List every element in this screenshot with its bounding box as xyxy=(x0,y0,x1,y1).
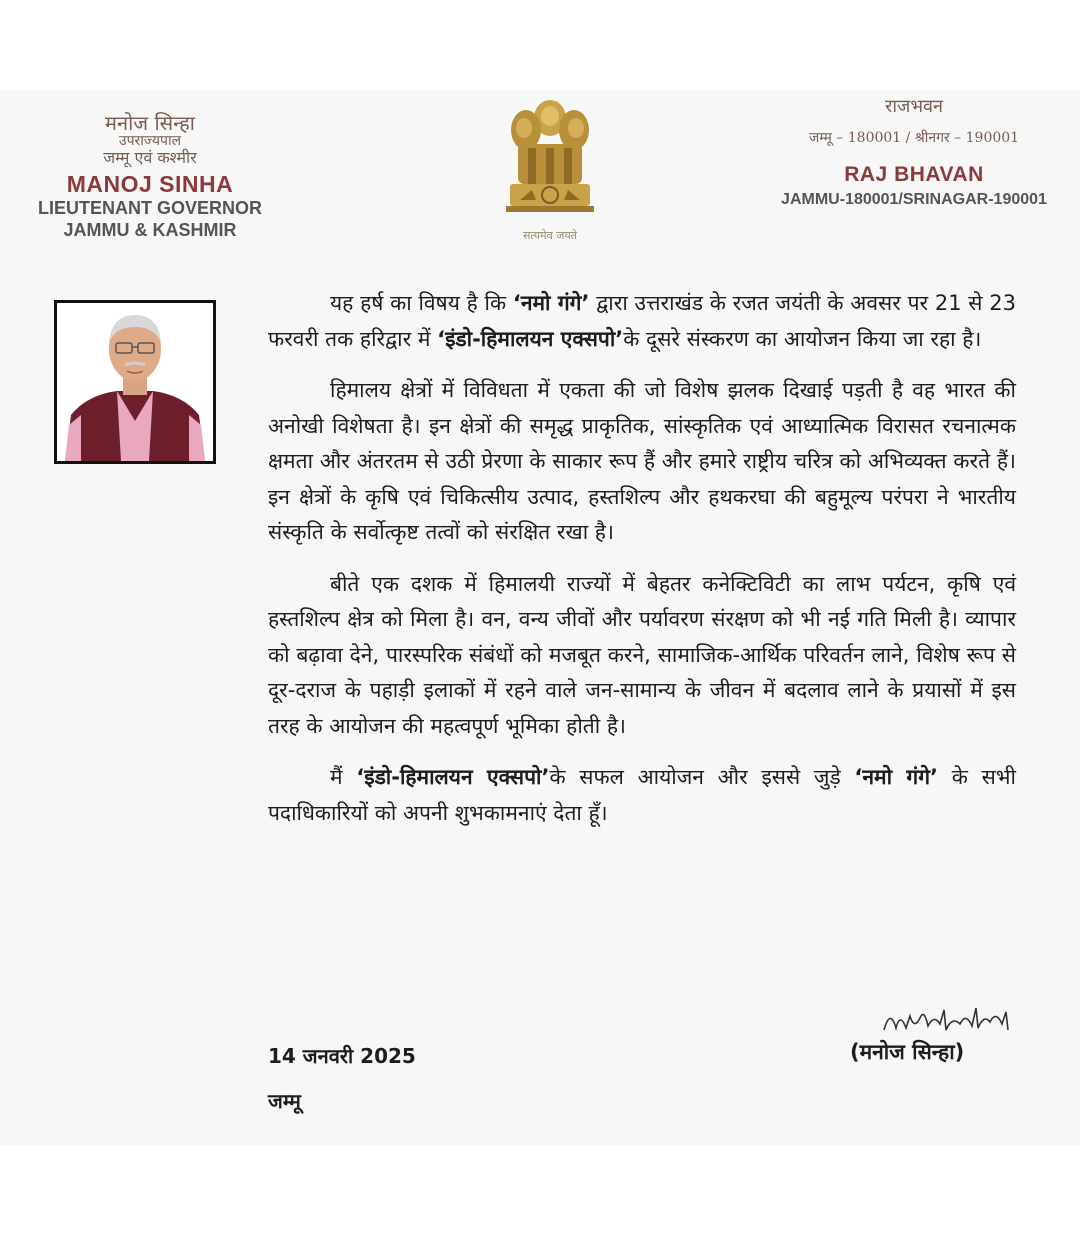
portrait-image xyxy=(57,303,213,461)
p4-text-e: के सभी पदाधिकारियों को अपनी शुभकामनाएं देता हूँ। xyxy=(268,765,1016,825)
p1-text-c: द्वारा उत्तराखंड के रजत जयंती के अवसर पर 21 से 23 फरवरी तक हरिद्वार में xyxy=(268,291,1016,351)
signatory-name: (मनोज सिन्हा) xyxy=(850,1040,965,1064)
paragraph-4 xyxy=(268,760,1016,831)
title-hindi: उपराज्यपाल xyxy=(118,133,182,149)
region-hindi: जम्मू एवं कश्मीर xyxy=(103,148,197,168)
national-emblem xyxy=(498,96,602,246)
paragraph-1 xyxy=(268,286,1016,357)
title-english: LIEUTENANT GOVERNOR xyxy=(37,197,262,218)
portrait-photo xyxy=(54,300,216,464)
ashoka-emblem-icon xyxy=(502,96,598,226)
letterhead-left xyxy=(20,112,280,241)
office-english: RAJ BHAVAN xyxy=(844,163,984,186)
letter-place: जम्मू xyxy=(268,1089,301,1113)
letter-date: 14 जनवरी 2025 xyxy=(268,1044,416,1068)
paragraph-3: बीते एक दशक में हिमालयी राज्यों में बेहतर कनेक्टिविटी का लाभ पर्यटन, कृषि एवं हस्तशिल्प क्षेत्र को मिला है। वन, वन्य जीवों और पर्यावरण संरक्षण को भी नई गति मिली है। व्यापार को बढ़ावा देने, पारस्परिक संबंधों को मजबूत करने, सामाजिक-आर्थिक परिवर्तन लाने, विशेष रूप से दूर-दराज के पहाड़ी इलाकों में रहने वाले जन-सामान्य के जीवन में बदलाव लाने के प्रयासों में इस तरह के आयोजन की महत्वपूर्ण भूमिका होती है। xyxy=(268,571,1016,738)
p1-text-e: के दूसरे संस्करण का आयोजन किया जा रहा है। xyxy=(623,326,982,351)
emblem-motto: सत्यमेव जयते xyxy=(522,229,577,242)
p4-text-a: मैं xyxy=(330,765,357,789)
address-hindi: जम्मू – 180001 / श्रीनगर – 190001 xyxy=(808,130,1020,146)
letter-body xyxy=(268,286,1016,847)
office-hindi: राजभवन xyxy=(884,96,944,117)
p4-text-c: के सफल आयोजन और इससे जुड़े xyxy=(549,765,855,789)
p4-bold-expo: ‘इंडो-हिमालयन एक्सपो’ xyxy=(356,765,550,789)
address-english: JAMMU-180001/SRINAGAR-190001 xyxy=(781,191,1047,208)
letter-page xyxy=(0,90,1080,1145)
name-english: MANOJ SINHA xyxy=(66,170,234,197)
letterhead-right xyxy=(764,94,1064,209)
name-hindi: मनोज सिन्हा xyxy=(105,111,195,135)
p1-bold-expo: ‘इंडो-हिमालयन एक्सपो’ xyxy=(437,326,624,351)
paragraph-2: हिमालय क्षेत्रों में विविधता में एकता की जो विशेष झलक दिखाई पड़ती है वह भारत की अनोखी विशेषता है। इन क्षेत्रों की समृद्ध प्राकृतिक, सांस्कृतिक एवं आध्यात्मिक विरासत रचनात्मक क्षमता और अंतरतम से उठी प्रेरणा के साकार रूप हैं और हमारे राष्ट्रीय चरित्र को अभिव्यक्त करते हैं। इन क्षेत्रों के कृषि एवं चिकित्सीय उत्पाद, हस्तशिल्प और हथकरघा की बहुमूल्य परंपरा ने भारतीय संस्कृति के सर्वोत्कृष्ट तत्वों को संरक्षित रखा है। xyxy=(268,378,1016,544)
p1-text-a: यह हर्ष का विषय है कि xyxy=(330,291,513,315)
p1-bold-namo-gange: ‘नमो गंगे’ xyxy=(512,291,590,315)
p4-bold-namo-gange: ‘नमो गंगे’ xyxy=(854,765,939,789)
region-english: JAMMU & KASHMIR xyxy=(63,219,237,240)
